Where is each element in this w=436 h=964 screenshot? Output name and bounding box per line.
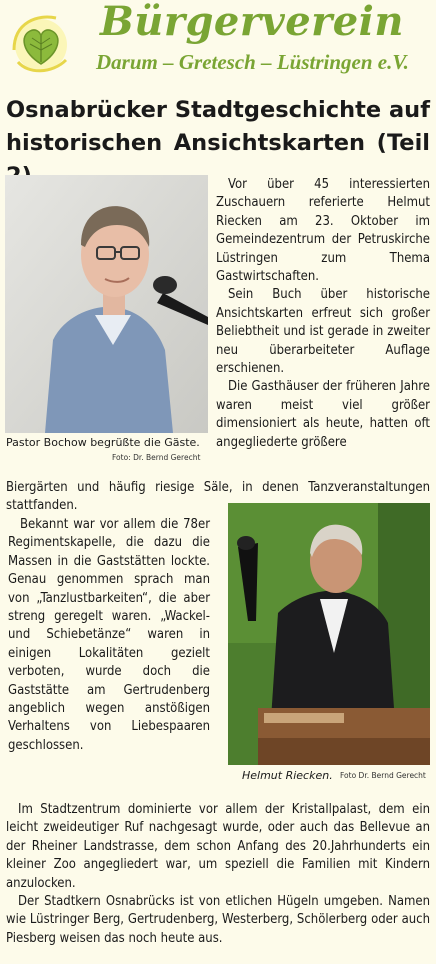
photo-2-credit: Foto Dr. Bernd Gerecht: [340, 771, 426, 780]
article-paragraph-1: Vor über 45 interessierten Zuschauern referierte Helmut Riecken am 23. Oktober im Gemeindezentrum der Petruskirche Lüstringen zum Thema Gastwirtschaften.: [216, 177, 430, 285]
heart-leaf-logo-icon: [8, 10, 88, 76]
photo-1-caption: Pastor Bochow begrüßte die Gäste.: [6, 436, 200, 449]
article-paragraph-2: Sein Buch über historische Ansichtskarten erfreut sich großer Beliebtheit und ist gerade in zweiter neu überarbeiteter Auflage erschienen.: [216, 287, 430, 377]
article-paragraph-3a: Die Gasthäuser der früheren Jahre waren meist viel größer dimensioniert als heute, hatten oft angegliederte größere: [216, 379, 430, 450]
photo-pastor-bochow: [5, 175, 208, 433]
photo-speaker-illustration: [228, 503, 430, 765]
photo-2-caption: Helmut Riecken.: [242, 769, 333, 782]
article-paragraph-4: Bekannt war vor allem die 78er Regimentskapelle, die dazu die Massen in die Gaststätten lockte. Genau genommen sprach man von „Tanzlustbarkeiten“, die aber streng geregelt waren. „Wackel- und Schiebetänze“ waren in einigen Lokalitäten gezielt verboten, wurde doch die Gaststätte am Gertrudenberg angeblich wegen anstößigen Verhaltens von Liebespaaren geschlossen.: [8, 517, 210, 753]
article-paragraph-6: Der Stadtkern Osnabrücks ist von etlichen Hügeln umgeben. Namen wie Lüstringer Berg, Gertrudenberg, Westerberg, Schölerberg oder auch Piesberg weisen das noch heute aus.: [6, 894, 430, 946]
photo-1-credit: Foto: Dr. Bernd Gerecht: [112, 453, 201, 462]
article-paragraph-5: Im Stadtzentrum dominierte vor allem der Kristallpalast, dem ein leicht zweideutiger Ruf nachgesagt wurde, oder auch das Bellevue an der Rheiner Landstrasse, dem schon Anfang des 20.Jahrhunderts ein kleiner Zoo angegliedert war, um speziell die Familien mit Kindern anzulocken.: [6, 802, 430, 891]
brand-subtitle: Darum – Gretesch – Lüstringen e.V.: [96, 50, 409, 74]
masthead: [0, 0, 436, 82]
article-paragraph-3b: Biergärten und häufig riesige Säle, in denen Tanzveranstaltungen stattfanden.: [6, 480, 430, 514]
photo-helmut-riecken: [228, 503, 430, 765]
brand-title: Bürgerverein: [100, 0, 404, 45]
article-full-width-2: [6, 801, 430, 948]
article-column-left: [8, 516, 210, 755]
article-column-right: [216, 176, 430, 452]
article-headline: Osnabrücker Stadtgeschichte auf historischen Ansichtskarten (Teil: [6, 97, 430, 156]
photo-pastor-illustration: [5, 175, 208, 433]
